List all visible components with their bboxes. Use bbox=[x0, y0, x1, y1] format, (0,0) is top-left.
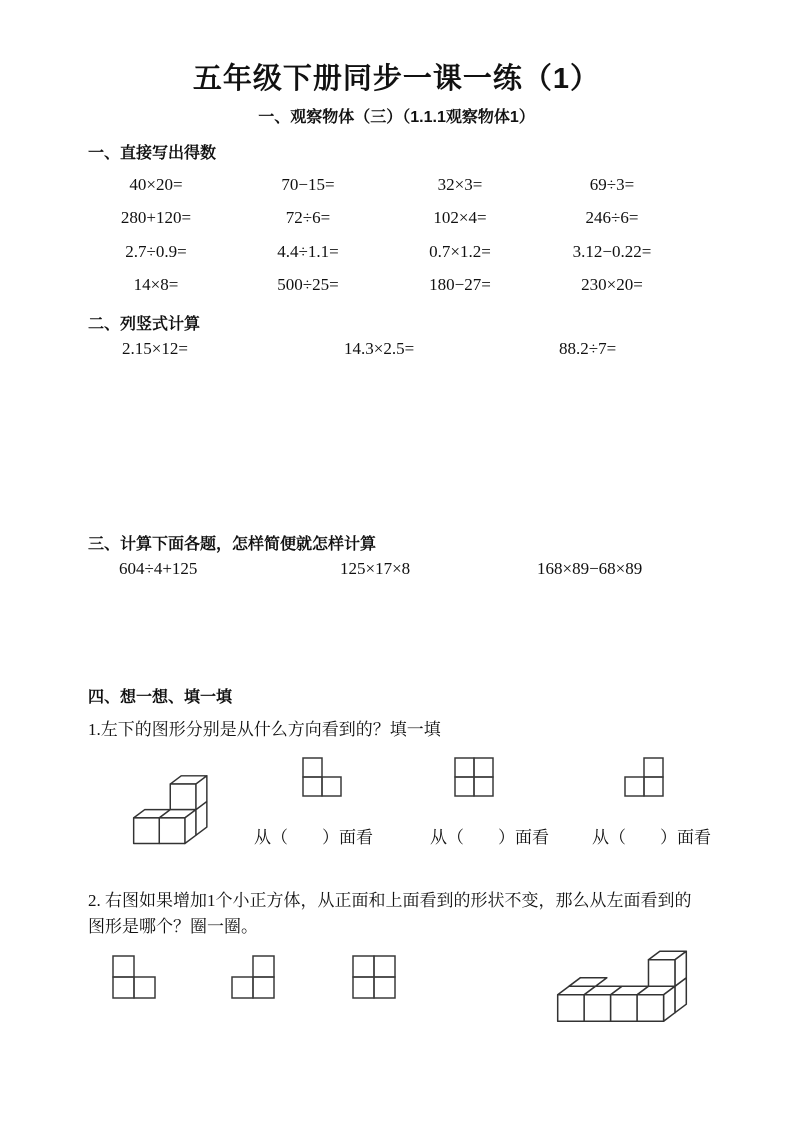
math-problem: 168×89−68×89 bbox=[537, 559, 643, 578]
math-problem: 125×17×8 bbox=[340, 559, 411, 578]
math-problem: 88.2÷7= bbox=[559, 339, 617, 358]
math-problem: 40×20= bbox=[129, 174, 183, 194]
math-problem: 180−27= bbox=[429, 275, 491, 295]
math-problem: 0.7×1.2= bbox=[429, 241, 491, 261]
section3-heading: 三、计算下面各题，怎样简便就怎样计算 bbox=[88, 536, 377, 553]
question2-text-line2: 图形是哪个？圈一圈。 bbox=[88, 917, 258, 936]
math-problem: 72÷6= bbox=[285, 208, 331, 228]
cube-object-3d bbox=[126, 763, 220, 849]
math-problem: 69÷3= bbox=[589, 174, 635, 194]
section1-heading: 一、直接写出得数 bbox=[88, 145, 217, 162]
view-label: 从（ ）面看 bbox=[430, 828, 549, 847]
option-shape-L-top-left bbox=[112, 955, 157, 1000]
page-subtitle: 一、观察物体（三）（1.1.1观察物体1） bbox=[258, 109, 535, 126]
math-problem: 3.12−0.22= bbox=[572, 241, 652, 261]
math-problem: 70−15= bbox=[281, 174, 335, 194]
math-problem: 604÷4+125 bbox=[119, 559, 198, 578]
view-shape-2x2 bbox=[454, 757, 495, 798]
section1-problem-grid bbox=[80, 168, 688, 302]
math-problem: 246÷6= bbox=[585, 208, 639, 228]
math-problem: 14.3×2.5= bbox=[344, 339, 415, 358]
section4-heading: 四、想一想、填一填 bbox=[88, 689, 233, 706]
page-title: 五年级下册同步一课一练（1） bbox=[192, 63, 601, 95]
question1-text: 1.左下的图形分别是从什么方向看到的？填一填 bbox=[88, 720, 441, 739]
view-shape-L-top-left bbox=[302, 757, 343, 798]
cube-object-3d-right bbox=[550, 938, 694, 1025]
math-problem: 14×8= bbox=[133, 275, 179, 295]
math-problem: 280+120= bbox=[120, 208, 192, 228]
math-problem: 500÷25= bbox=[277, 275, 339, 295]
view-label: 从（ ）面看 bbox=[254, 828, 373, 847]
section2-heading: 二、列竖式计算 bbox=[88, 316, 201, 333]
view-label: 从（ ）面看 bbox=[592, 828, 711, 847]
math-problem: 230×20= bbox=[581, 275, 643, 295]
question2-text-line1: 2. 右图如果增加1个小正方体，从正面和上面看到的形状不变，那么从左面看到的 bbox=[88, 891, 692, 910]
math-problem: 32×3= bbox=[437, 174, 483, 194]
view-shape-L-top-right bbox=[624, 757, 665, 798]
math-problem: 2.7÷0.9= bbox=[125, 241, 187, 261]
math-problem: 4.4÷1.1= bbox=[277, 241, 339, 261]
option-shape-2x2 bbox=[352, 955, 397, 1000]
math-problem: 2.15×12= bbox=[122, 339, 188, 358]
math-problem: 102×4= bbox=[433, 208, 487, 228]
option-shape-L-top-right bbox=[231, 955, 276, 1000]
